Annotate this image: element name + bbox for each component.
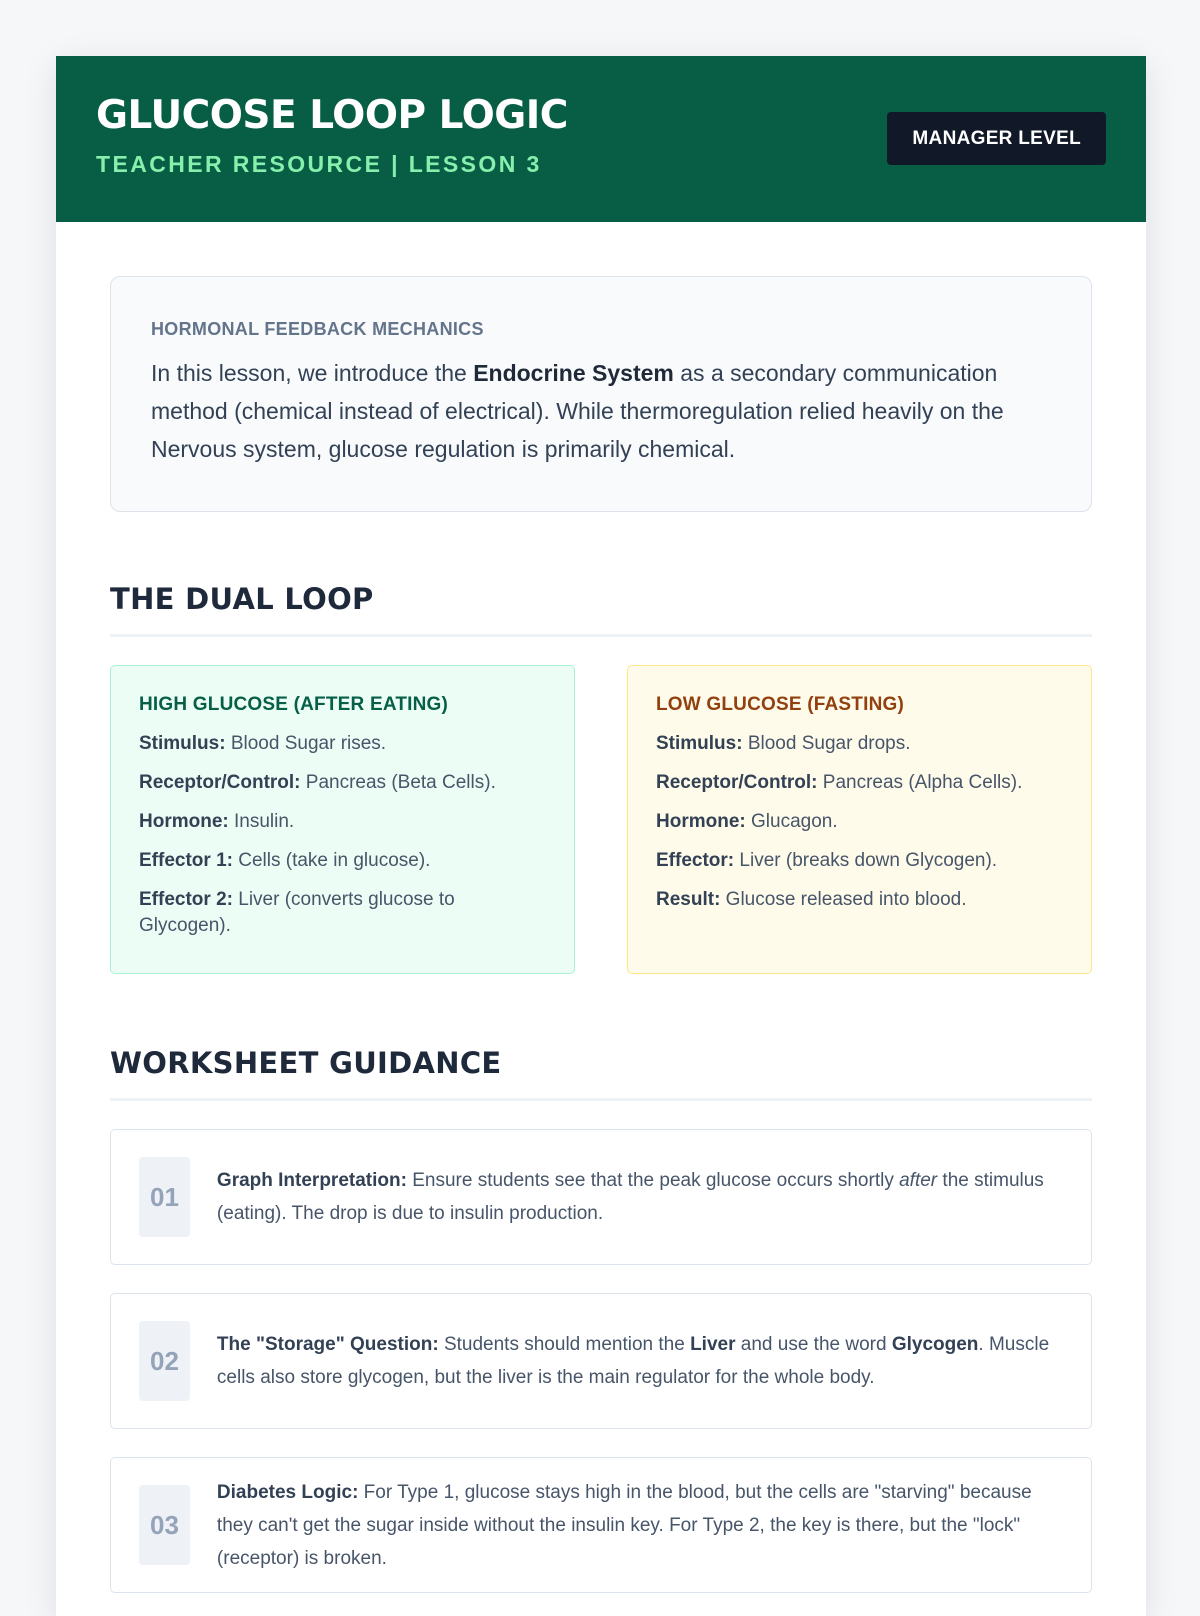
high-receptor-row [139, 770, 546, 796]
page-title: GLUCOSE LOOP LOGIC [96, 93, 568, 138]
guidance-label: The "Storage" Question: [216, 1334, 439, 1355]
low-result-row [656, 887, 1063, 913]
guidance-text [217, 1476, 1063, 1575]
guidance-label: Diabetes Logic: [216, 1481, 359, 1503]
guidance-body: For Type 1, glucose stays high in the blood, but the cells are "starving" because they can't get the sugar inside without the insulin key. For Type 2, the key is there, but the "lock" (receptor) is broken. [216, 1481, 1032, 1569]
row-value: Blood Sugar rises. [225, 733, 387, 754]
row-label: Receptor/Control: [656, 772, 818, 793]
high-glucose-title: HIGH GLUCOSE (AFTER EATING) [139, 694, 449, 715]
intro-text-start: In this lesson, we introduce the [151, 360, 474, 386]
guidance-number: 02 [139, 1321, 190, 1401]
guidance-keyword: Glycogen [891, 1334, 979, 1355]
dual-loop-grid [110, 665, 1092, 974]
guidance-body: the stimulus (eating). The drop is due to insulin production. [216, 1170, 1044, 1224]
guidance-number: 01 [139, 1157, 190, 1237]
guidance-emphasis: after [899, 1170, 938, 1191]
row-value: Pancreas (Beta Cells). [300, 772, 496, 793]
row-label: Result: [656, 889, 721, 910]
high-stimulus-row [139, 731, 546, 757]
resource-page [56, 56, 1146, 1616]
worksheet-guidance-heading: WORKSHEET GUIDANCE [110, 1049, 1092, 1101]
dual-loop-heading: THE DUAL LOOP [110, 585, 1092, 637]
page-header [56, 56, 1146, 222]
high-glucose-card [110, 665, 575, 974]
row-label: Stimulus: [656, 733, 743, 754]
row-value: Liver (converts glucose to Glycogen). [139, 889, 455, 936]
row-label: Hormone: [656, 811, 746, 832]
low-glucose-title: LOW GLUCOSE (FASTING) [656, 694, 905, 715]
intro-label: HORMONAL FEEDBACK MECHANICS [151, 319, 484, 339]
row-value: Liver (breaks down Glycogen). [734, 850, 998, 871]
low-effector-row [656, 848, 1063, 874]
guidance-body: Ensure students see that the peak glucose occurs shortly [406, 1170, 900, 1191]
high-hormone-row [139, 809, 546, 835]
guidance-keyword: Liver [690, 1334, 736, 1355]
intro-text-end: as a secondary communication method (chemical instead of electrical). While thermoregulation relied heavily on the Nervous system, glucose regulation is primarily chemical. [151, 360, 1004, 462]
low-stimulus-row [656, 731, 1063, 757]
guidance-text [217, 1328, 1063, 1394]
guidance-label: Graph Interpretation: [216, 1170, 407, 1191]
row-value: Blood Sugar drops. [742, 733, 911, 754]
row-label: Effector 2: [139, 889, 233, 910]
intro-text-highlight: Endocrine System [473, 360, 674, 386]
high-effector-1-row [139, 848, 546, 874]
guidance-text [217, 1164, 1063, 1230]
row-label: Effector: [656, 850, 735, 871]
low-glucose-card [627, 665, 1092, 974]
row-label: Hormone: [139, 811, 229, 832]
guidance-item-storage [110, 1293, 1092, 1429]
low-receptor-row [656, 770, 1063, 796]
level-badge: MANAGER LEVEL [887, 112, 1106, 165]
guidance-body: and use the word [735, 1334, 892, 1355]
row-label: Receptor/Control: [139, 772, 301, 793]
row-label: Effector 1: [139, 850, 233, 871]
intro-text [151, 354, 1051, 468]
guidance-list [110, 1129, 1092, 1593]
row-value: Cells (take in glucose). [232, 850, 431, 871]
row-label: Stimulus: [139, 733, 226, 754]
guidance-item-diabetes [110, 1457, 1092, 1593]
row-value: Pancreas (Alpha Cells). [817, 772, 1023, 793]
guidance-body: Students should mention the [438, 1334, 691, 1355]
intro-box [110, 276, 1092, 512]
guidance-item-graph [110, 1129, 1092, 1265]
row-value: Glucose released into blood. [720, 889, 967, 910]
guidance-body: . Muscle cells also store glycogen, but the liver is the main regulator for the whole body. [216, 1334, 1050, 1388]
low-hormone-row [656, 809, 1063, 835]
high-effector-2-row [139, 887, 546, 939]
row-value: Insulin. [228, 811, 295, 832]
row-value: Glucagon. [745, 811, 838, 832]
page-content [56, 222, 1146, 1593]
guidance-number: 03 [139, 1485, 190, 1565]
page-subtitle: TEACHER RESOURCE | LESSON 3 [96, 151, 542, 177]
